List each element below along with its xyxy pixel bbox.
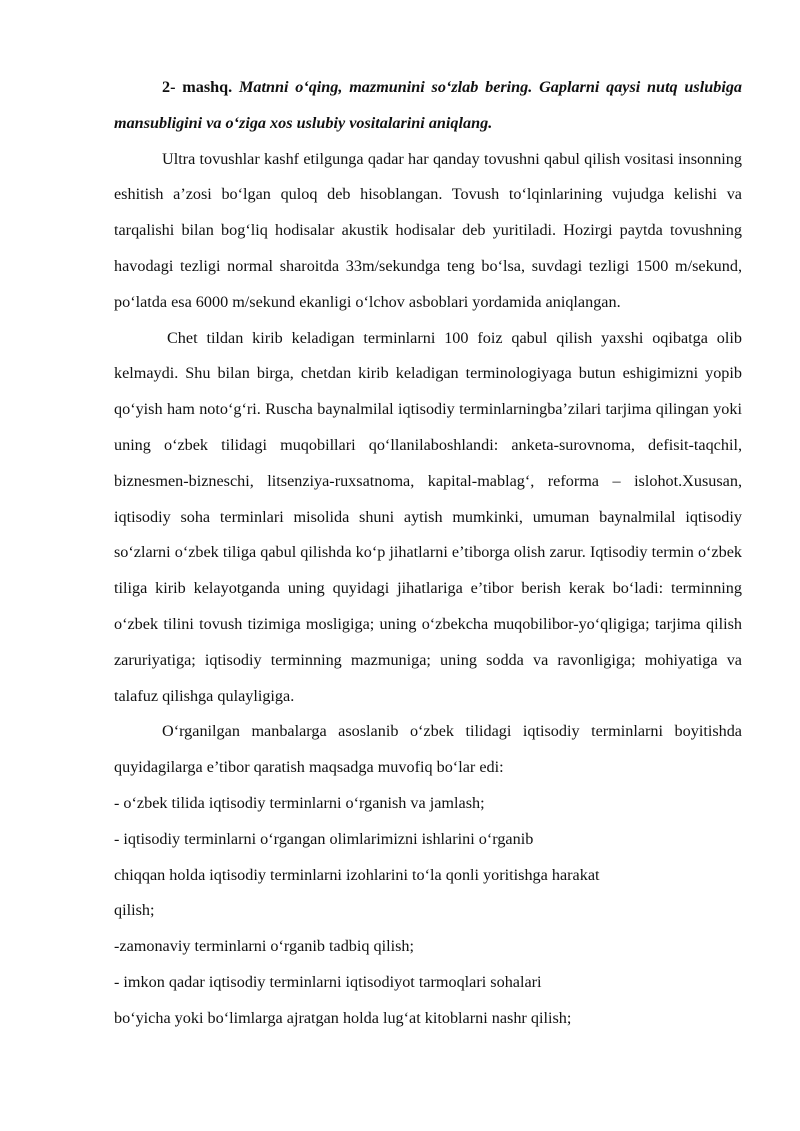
list-line: bo‘yicha yoki bo‘limlarga ajratgan holda lug‘at kitoblarni nashr qilish; — [114, 1008, 572, 1027]
exercise-number: 2- mashq. — [162, 78, 233, 96]
list-line: qilish; — [114, 901, 155, 920]
list-line: - iqtisodiy terminlarni o‘rgangan olimlarimizni ishlarini o‘rganib — [114, 829, 534, 848]
paragraph-terminology: Chet tildan kirib keladigan terminlarni 100 foiz qabul qilish yaxshi oqibatga olib kelmaydi. Shu bilan birga, chetdan kirib keladigan terminologiyaga butun eshigimizni yopib qo‘yish ham noto‘g‘ri. Ruscha baynalmilal iqtisodiy terminlarningba’zilari tarjima qilingan yoki uning o‘zbek tilidagi muqobillari qo‘llanilaboshlandi: anketa-surovnoma, defisit-taqchil, biznesmen-bizneschi, litsenziya-ruxsatnoma, kapital-mablag‘, reforma – islohot.Xususan, iqtisodiy soha terminlari misolida shuni aytish mumkinki, umuman baynalmilal iqtisodiy so‘zlarni o‘zbek tiliga qabul qilishda ko‘p jihatlarni e’tiborga olish zarur. Iqtisodiy termin o‘zbek tiliga kirib kelayotganda uning quyidagi jihatlariga e’tibor berish kerak bo‘ladi: terminning o‘zbek tilini tovush tizimiga mosligiga; uning o‘zbekcha muqobilibor-yo‘qligiga; tarjima qilish zaruriyatiga; iqtisodiy terminning mazmuniga; uning sodda va ravonligiga; mohiyatiga va talafuz qilishga qulayligiga. — [114, 328, 742, 705]
paragraph-sources: O‘rganilgan manbalarga asoslanib o‘zbek tilidagi iqtisodiy terminlarni boyitishda quyidagilarga e’tibor qaratish maqsadga muvofiq bo‘lar edi: — [114, 722, 742, 777]
list-line: - imkon qadar iqtisodiy terminlarni iqtisodiyot tarmoqlari sohalari — [114, 972, 542, 991]
document-page — [114, 70, 742, 1037]
list-line: - o‘zbek tilida iqtisodiy terminlarni o‘rganish va jamlash; — [114, 793, 485, 812]
paragraph-ultrasound: Ultra tovushlar kashf etilgunga qadar har qanday tovushni qabul qilish vositasi insonning eshitish a’zosi bo‘lgan quloq deb hisoblangan. Tovush to‘lqinlarining vujudga kelishi va tarqalishi bilan bog‘liq hodisalar akustik hodisalar deb yuritiladi. Hozirgi paytda tovushning havodagi tezligi normal sharoitda 33m/sekundga teng bo‘lsa, suvdagi tezligi 1500 m/sekund, po‘latda esa 6000 m/sekund ekanligi o‘lchov asboblari yordamida aniqlangan. — [114, 149, 742, 311]
list-line: chiqqan holda iqtisodiy terminlarni izohlarini to‘la qonli yoritishga harakat — [114, 865, 600, 884]
exercise-heading — [114, 70, 742, 142]
list-line: -zamonaviy terminlarni o‘rganib tadbiq qilish; — [114, 937, 414, 956]
exercise-instruction: Matnni o‘qing, mazmunini so‘zlab bering. Gaplarni qaysi nutq uslubiga mansubligini va o‘ziga xos uslubiy vositalarini aniqlang. — [114, 78, 743, 132]
